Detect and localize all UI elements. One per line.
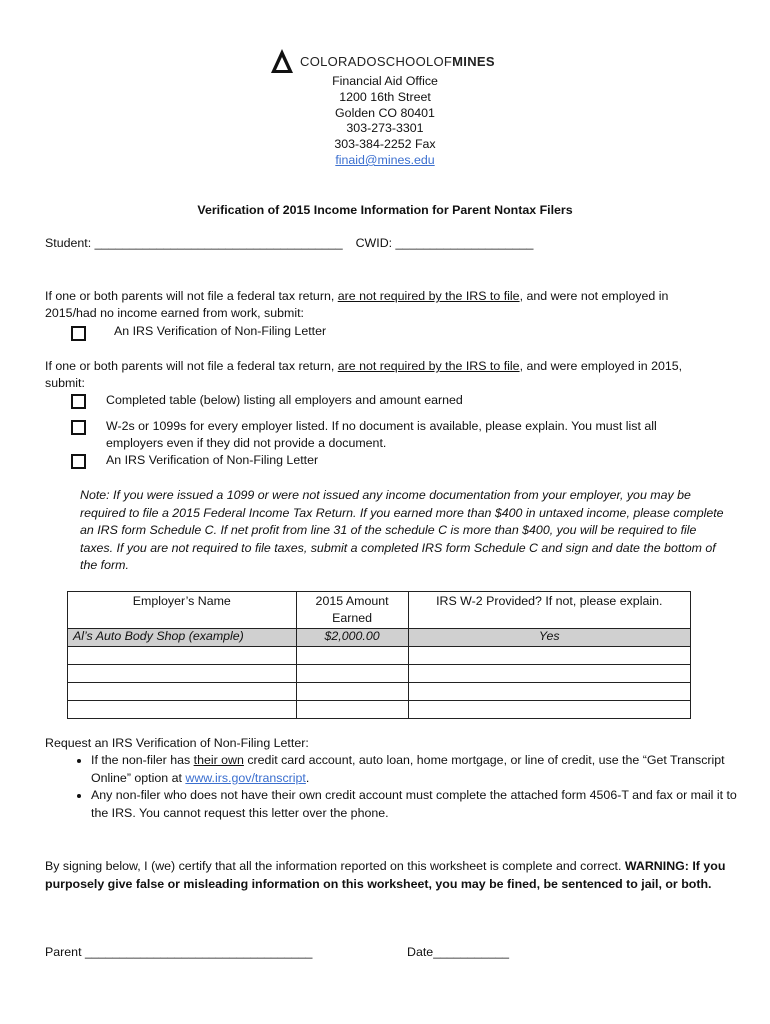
amount-cell[interactable]	[296, 683, 408, 701]
note-paragraph: Note: If you were issued a 1099 or were not issued any income documentation from your employer, you may be required to file a 2015 Federal Income Tax Return. If you earned more than $400 in untaxed income, please complete an IRS form Schedule C. If net profit from line 31 of the schedule C is more than $400, you will be required to file taxes. If you are not required to file taxes, submit a completed IRS form Schedule C and sign and date the bottom of the form.	[80, 488, 724, 573]
example-amount: $2,000.00	[296, 629, 408, 647]
student-line	[45, 236, 533, 250]
certification-paragraph	[45, 858, 735, 893]
employer-table	[67, 591, 691, 719]
parent-label: Parent	[45, 945, 85, 959]
section2-line2: submit:	[45, 376, 85, 390]
checkbox-nonfiling-letter-1[interactable]	[71, 326, 86, 341]
w2-cell[interactable]	[408, 683, 691, 701]
amount-cell[interactable]	[296, 701, 408, 719]
employer-cell[interactable]	[68, 683, 297, 701]
office-name: Financial Aid Office	[332, 74, 438, 88]
w2-cell[interactable]	[408, 701, 691, 719]
street: 1200 16th Street	[339, 89, 431, 104]
phone: 303-273-3301	[346, 121, 424, 136]
date-label: Date	[407, 945, 434, 959]
list-item: • If the non-filer has their own credit card account, auto loan, home mortgage, or line of credit, use the “Get Transcript Online” option at www.irs.gov/transcript.	[91, 752, 751, 787]
form-title: Verification of 2015 Income Information for Parent Nontax Filers	[197, 203, 573, 217]
office-address	[0, 74, 770, 169]
logo-wordmark: COLORADOSCHOOLOFMINES	[300, 53, 495, 69]
request-list	[45, 752, 751, 822]
section2-option3: An IRS Verification of Non-Filing Letter	[106, 453, 319, 467]
section2-underlined: are not required by the IRS to file	[337, 359, 520, 373]
parent-signature-field[interactable]: _________________________________	[84, 945, 313, 959]
employer-cell[interactable]	[68, 701, 297, 719]
certify-text: By signing below, I (we) certify that all the information reported on this worksheet is complete and correct.	[45, 859, 625, 873]
cwid-field[interactable]: ____________________	[395, 236, 534, 250]
section1-line2: 2015/had no income earned from work, submit:	[45, 306, 304, 320]
city: Golden CO 80401	[335, 105, 435, 120]
cwid-label: CWID:	[355, 236, 396, 250]
section2-option2-line1: W-2s or 1099s for every employer listed. If no document is available, please explain. You must list all	[106, 419, 657, 433]
section1-underlined: are not required by the IRS to file	[337, 289, 520, 303]
irs-transcript-link[interactable]: www.irs.gov/transcript	[185, 770, 306, 785]
w2-cell[interactable]	[408, 647, 691, 665]
mines-logo-icon	[270, 48, 294, 74]
table-row	[68, 647, 691, 665]
table-row	[68, 665, 691, 683]
school-logo	[270, 48, 495, 74]
request-heading: Request an IRS Verification of Non-Filing Letter:	[45, 736, 309, 750]
header-employer-name: Employer’s Name	[68, 592, 297, 629]
checkbox-w2-1099[interactable]	[71, 420, 86, 435]
list-item: • Any non-filer who does not have their own credit account must complete the attached form 4506-T and fax or mail it to the IRS. You cannot request this letter over the phone.	[91, 787, 751, 822]
amount-cell[interactable]	[296, 647, 408, 665]
fax: 303-384-2252 Fax	[334, 137, 436, 152]
section2-option1: Completed table (below) listing all employers and amount earned	[106, 393, 463, 407]
section1-line1: If one or both parents will not file a federal tax return, are not required by the IRS to file, and were not employed in	[45, 289, 669, 303]
table-row	[68, 683, 691, 701]
table-header-row	[68, 592, 691, 629]
employer-cell[interactable]	[68, 665, 297, 683]
checkbox-employer-table[interactable]	[71, 394, 86, 409]
header-w2-provided: IRS W-2 Provided? If not, please explain.	[408, 592, 691, 629]
student-field[interactable]: ____________________________________	[94, 236, 343, 250]
warning-text: WARNING: If you purposely give false or misleading information on this worksheet, you may be fined, be sentenced to jail, or both.	[45, 859, 726, 891]
example-employer: Al’s Auto Body Shop (example)	[68, 629, 297, 647]
email-link[interactable]: finaid@mines.edu	[335, 152, 435, 167]
employer-cell[interactable]	[68, 647, 297, 665]
amount-cell[interactable]	[296, 665, 408, 683]
section2-line1: If one or both parents will not file a federal tax return, are not required by the IRS to file, and were employed in 2015,	[45, 359, 683, 373]
table-row	[68, 701, 691, 719]
header-amount-earned: 2015 Amount Earned	[296, 592, 408, 629]
table-row-example	[68, 629, 691, 647]
date-line	[407, 945, 509, 959]
parent-signature-line	[45, 945, 312, 959]
date-field[interactable]: ___________	[433, 945, 509, 959]
checkbox-nonfiling-letter-2[interactable]	[71, 454, 86, 469]
section2-option2-line2: employers even if they did not provide a document.	[106, 436, 387, 450]
w2-cell[interactable]	[408, 665, 691, 683]
example-w2: Yes	[408, 629, 691, 647]
section1-option: An IRS Verification of Non-Filing Letter	[114, 324, 327, 338]
student-label: Student:	[45, 236, 95, 250]
